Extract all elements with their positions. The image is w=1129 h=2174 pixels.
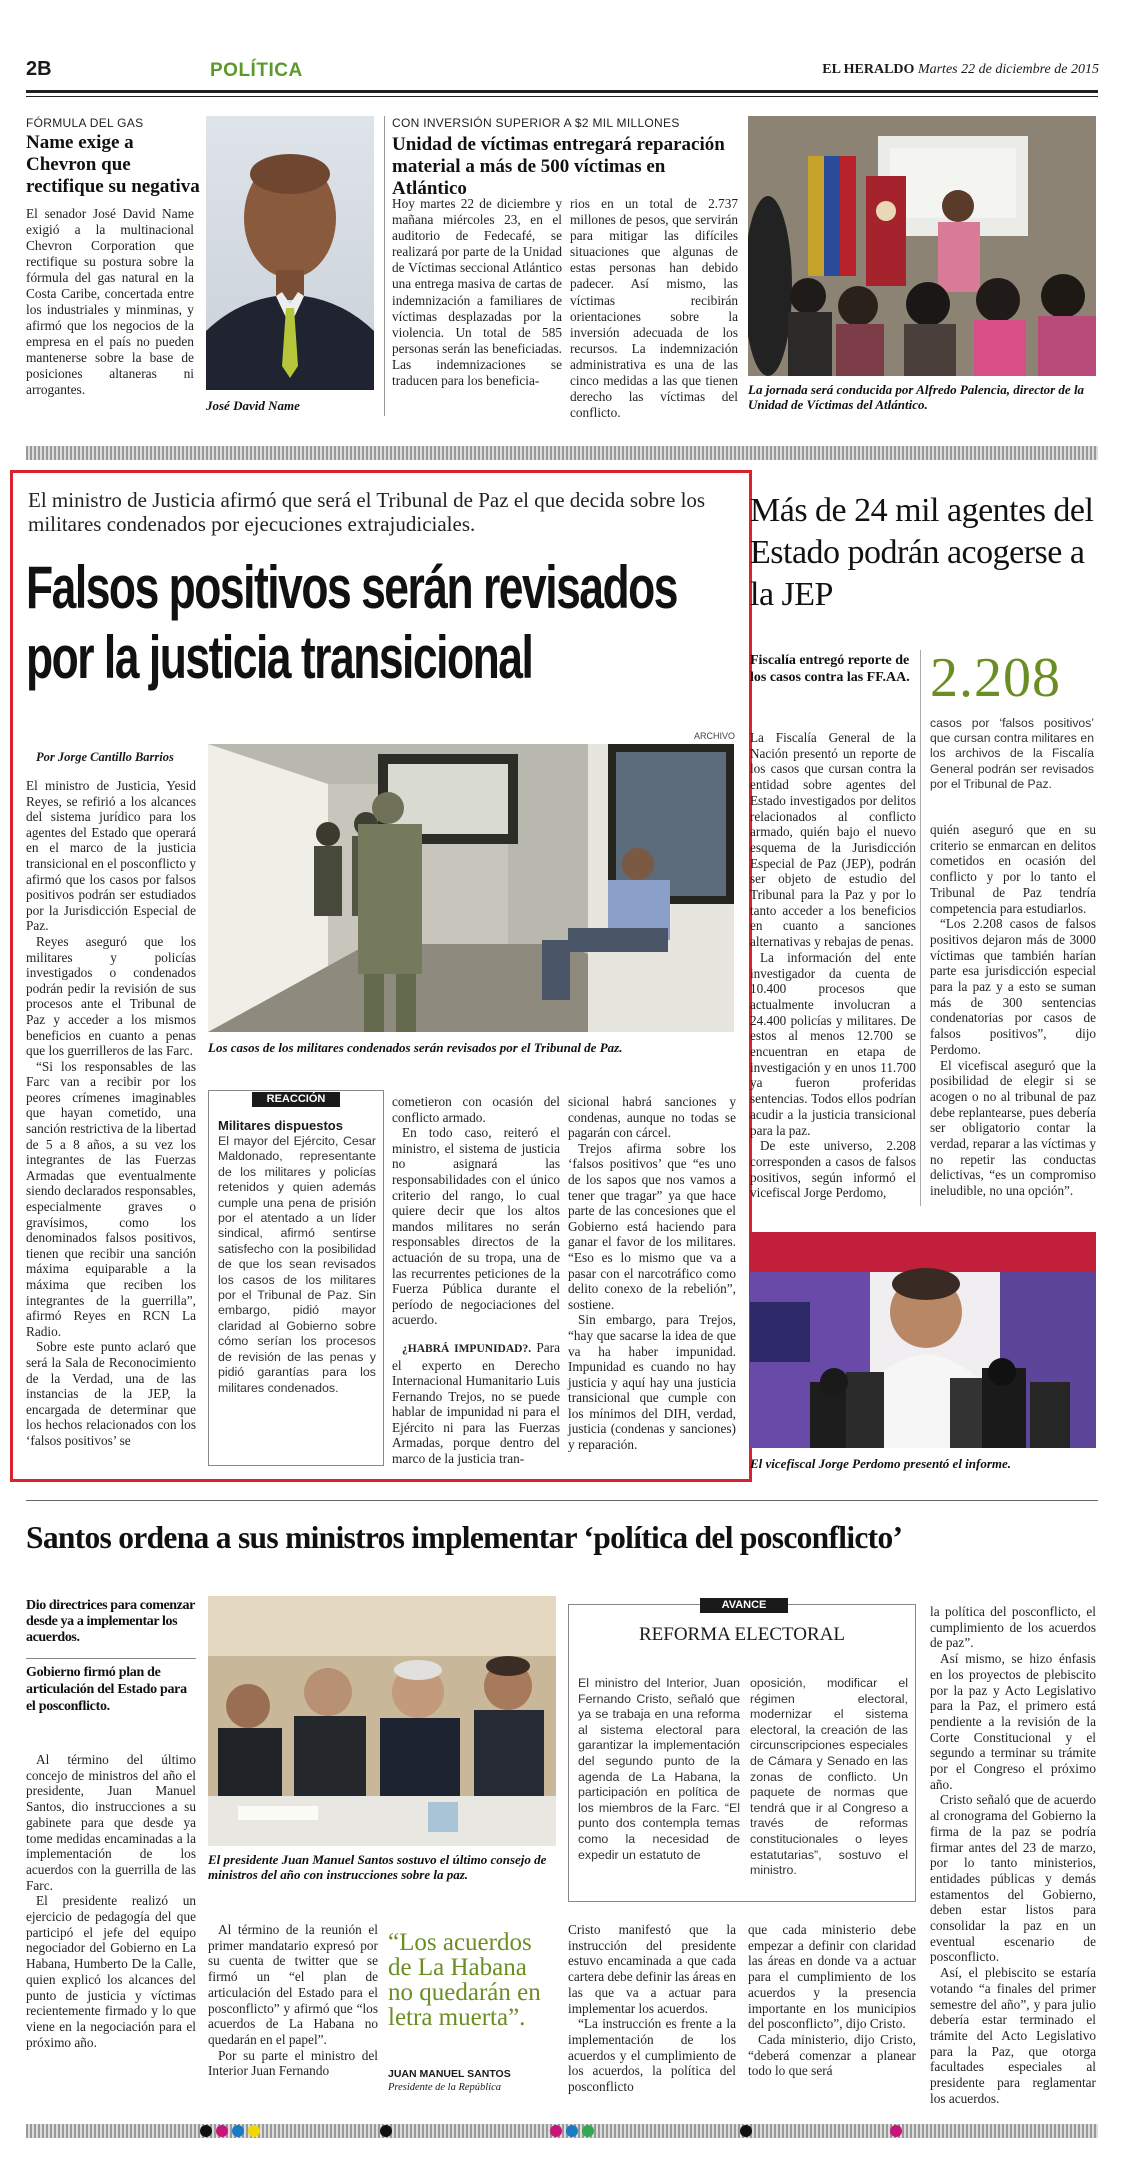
santos-col5-p4: Así, el plebiscito se estaría votando “a finales del primer semestre del año”, y para julio debería estar terminado el trámite del Acto Legislativo para la Paz, que otorga facultades especiales al presidente para reglamentar los acuerdos.: [930, 1965, 1096, 2106]
jep-col2-p3: El vicefiscal aseguró que la posibilidad de elegir si se acogen o no al tribunal de paz debe replantearse, pues debería ser obligatorio contar la verdad, reparar a las víctimas y no repetir las conductas delictivas, “es un compromiso ineludible, no una opción”.: [930, 1057, 1096, 1199]
name-headline: Name exige a Chevron que rectifique su negativa: [26, 132, 200, 197]
name-photo: [206, 116, 374, 390]
name-kicker: FÓRMULA DEL GAS: [26, 116, 144, 130]
main-col1: [26, 778, 196, 1449]
reg-dot: [380, 2125, 392, 2137]
avance-col1: El ministro del Interior, Juan Fernando Cristo, señaló que ya se trabaja en una reforma al sistema electoral para garantizar la implementación del segundo punto de la agenda de La Habana, la participación en política de los miembros de la Farc. “El punto dos contempla temas como la necesidad de expedir un estatuto de: [578, 1676, 740, 1862]
santos-col2: [208, 1922, 378, 2079]
santos-col5-p2: Así mismo, se hizo énfasis en los proyectos de plebiscito por la paz y Acto Legislativo para la Paz, el primero está pendiente a la revisión de la Corte Constitucional y el segundo a terminar su trámite por el Congreso el próximo año.: [930, 1651, 1096, 1792]
victimas-col1: Hoy martes 22 de diciembre y mañana miércoles 23, en el auditorio de Fedecafé, se realizará por parte de la Unidad de Víctimas seccional Atlántico una entrega masiva de cartas de indemnización a familiares de víctimas desplazadas por la violencia. Un total de 585 personas serán las beneficiadas. Las indemnizaciones se traducen para los beneficia-: [392, 196, 562, 389]
section-separator: [26, 446, 1098, 460]
santos-col5-p3: Cristo señaló que de acuerdo al cronograma del Gobierno la firma de la paz se podría firmar antes del 23 de marzo, por lo tanto ministerios, entidades públicas y demás estamentos del Gobierno, deben estar listos para consolidar la paz en un eventual escenario de posconflicto.: [930, 1792, 1096, 1965]
santos-col2-p1: Al término de la reunión el primer mandatario expresó por su cuenta de twitter que se firmó un “el plan de articulación del Estado para el posconflicto” y afirmó que “los acuerdos de La Habana no quedarán en el papel”.: [208, 1922, 378, 2047]
santos-col2-p2: Por su parte el ministro del Interior Juan Fernando: [208, 2047, 378, 2079]
avance-col2: oposición, modificar el régimen electoral, modernizar el sistema electoral, la creación de las circunscripciones especiales de Cámara y Senado en las zonas de conflicto. Un paquete de normas que tendrá que ir al Congreso a través de reformas constitucionales o leyes estatutarias”, sostuvo el ministro.: [750, 1676, 908, 1878]
reaction-body: El mayor del Ejército, Cesar Maldonado, representante de los militares y policías retenidos y quien además cumple una pena de prisión por el atentado a un líder sindical, afirmó sentirse satisfecho con la posibilidad de que los sean revisados los casos de los militares por el Tribunal de Paz. Sin embargo, pidió mayor claridad al Gobierno sobre cómo serían los procesos de revisión de las penas y pidió garantías para los militares condenados.: [218, 1134, 376, 1395]
main-deck: El ministro de Justicia afirmó que será el Tribunal de Paz el que decida sobre los militares condenados por ejecuciones extrajudiciales.: [28, 488, 706, 536]
main-headline-line2: por la justicia transicional: [26, 624, 533, 691]
name-body: El senador José David Name exigió a la multinacional Chevron Corporation que rectifique su postura sobre la fórmula del gas natural en la Costa Caribe, concertada entre los industriales y minminas, y afirmó que los negocios de la empresa en el país no pueden mantenerse sobre la base de posiciones altaneras ni arrogantes.: [26, 206, 194, 397]
reg-dot: [566, 2125, 578, 2137]
page-number: 2B: [26, 58, 52, 80]
main-col1-p1: El ministro de Justicia, Yesid Reyes, se refirió a los alcances del sistema jurídico para los agentes del Estado que operará en el marco de la justicia transicional en el posconflicto y afirmó que los casos por falsos positivos podrán ser estudiados por la Jurisdicción Especial de Paz.: [26, 778, 196, 934]
jep-photo: [750, 1232, 1096, 1448]
main-col3-p2: En todo caso, reiteró el ministro, el sistema de justicia no asignará las responsabilidades con el único criterio del rango, lo cual quiere decir que los altos mandos militares no serán responsables directos de la actuación de su tropa, una de las recurrentes peticiones de la Fuerza Pública durante el período de negociaciones del acuerdo.: [392, 1125, 560, 1328]
santos-quote-role: Presidente de la República: [388, 2082, 502, 2093]
victimas-headline: Unidad de víctimas entregará reparación material a más de 500 víctimas en Atlántico: [392, 134, 725, 199]
newspaper-name: EL HERALDO: [822, 62, 915, 77]
main-col4-p1: sicional habrá sanciones y condenas, aunque no todas se pagarán con cárcel.: [568, 1094, 736, 1141]
jep-col1-p2: La información del ente investigador da cuenta de 10.400 procesos que actualmente involucran a 24.400 policías y militares. De estos al menos 12.700 se encuentran en etapa de investigación y en unos 11.700 ya fueron proferidas sentencias. Todos ellos podrían acudir a la justicia transicional para la paz.: [750, 949, 916, 1138]
jep-col1-p1: La Fiscalía General de la Nación presentó un reporte de los casos que cursan contra la entidad sobre agentes del Estado investigados por delitos relacionados al conflicto armado, quién bajo el nuevo esquema de la Jurisdicción Especial de Paz (JEP), podrán ser objeto de estudio del Tribunal para la Paz y por lo tanto acceder a los beneficios en cuanto a sanciones alternativas y rebajas de penas.: [750, 730, 916, 950]
victimas-photo-caption: La jornada será conducida por Alfredo Palencia, director de la Unidad de Víctimas del Atlántico.: [748, 382, 1085, 412]
jep-big-number-text: casos por ‘falsos positivos’ que cursan contra militares en los archivos de la Fiscalía General podrán ser revisados por el Tribunal de Paz.: [930, 716, 1094, 791]
reaction-label: REACCIÓN: [252, 1092, 340, 1107]
main-col1-p4: Sobre este punto aclaró que será la Sala de Reconocimiento de la Verdad, una de las instancias de la JEP, la encargada de determinar que los hechos relacionados con los ‘falsos positivos’ se: [26, 1339, 196, 1448]
reg-dot: [890, 2125, 902, 2137]
santos-col5: [930, 1604, 1096, 2107]
santos-photo: [208, 1596, 556, 1846]
santos-col4: [748, 1922, 916, 2079]
santos-bullet2: Gobierno firmó plan de articulación del Estado para el posconflicto.: [26, 1665, 187, 1714]
masthead-date: [822, 62, 1099, 78]
reg-dot: [582, 2125, 594, 2137]
victimas-kicker: CON INVERSIÓN SUPERIOR A $2 MIL MILLONES: [392, 116, 680, 130]
main-col1-p2: Reyes aseguró que los militares y policías investigados o condenados podrán pedir la revisión de sus procesos ante el Tribunal de Paz y acceder a los mismos beneficios en cuanto a penas que los guerrilleros de las Farc.: [26, 933, 196, 1059]
reg-dot: [200, 2125, 212, 2137]
santos-bullet-rule: [26, 1658, 196, 1659]
jep-col2-p2: “Los 2.208 casos de falsos positivos dejaron más de 3000 víctimas que también harían parte esa jurisdicción especial para la paz y a esto se suman más de 300 sentencias condenatorias por casos de falsos positivos”, dijo Perdomo.: [930, 916, 1096, 1057]
section-label: POLÍTICA: [210, 60, 303, 81]
victimas-photo: [748, 116, 1096, 376]
jep-col2-p1: quién aseguró que en su criterio se enmarcan en delitos cometidos en ocasión del conflicto y por lo tanto el Tribunal de Paz tendría competencia para estudiarlos.: [930, 822, 1096, 916]
header-rule-thin: [26, 96, 1098, 97]
jep-headline: Más de 24 mil agentes del Estado podrán acogerse a la JEP: [750, 492, 1094, 613]
jep-col1-p3: De este universo, 2.208 corresponden a casos de falsos positivos, según informó el vicefiscal Jorge Perdomo,: [750, 1138, 916, 1201]
santos-col3-p1: Cristo manifestó que la instrucción del presidente estuvo encaminada a que cada cartera debe definir las áreas en las que va a actuar para implementar los acuerdos.: [568, 1922, 736, 2016]
santos-col1-p1: Al término del último concejo de ministros del año el presidente, Juan Manuel Santos, dio instrucciones a su gabinete para que desde ya tome medidas encaminadas a la implementación de los acuerdos con la guerrilla de las Farc.: [26, 1752, 196, 1893]
santos-col3-p2: “La instrucción es frente a la implementación de los acuerdos y el cumplimiento de los acuerdos, la política del posconflicto: [568, 2016, 736, 2095]
main-col4-p2: Trejos afirma sobre los ‘falsos positivos’ que “es uno de los sapos que nos vamos a tener que tragar” ya que hace parte de las concesiones que el Gobierno está haciendo para ganar el favor de los militares. “Eso es lo mismo que va a pasar con el narcotráfico como delito conexo de la rebelión”, sostiene.: [568, 1140, 736, 1312]
santos-headline: Santos ordena a sus ministros implementar ‘política del posconflicto’: [26, 1520, 903, 1555]
main-headline-line1: Falsos positivos serán revisados: [26, 554, 678, 621]
main-photo-caption: Los casos de los militares condenados serán revisados por el Tribunal de Paz.: [208, 1040, 623, 1055]
reg-dot: [550, 2125, 562, 2137]
jep-big-number: 2.208: [930, 647, 1061, 709]
santos-col4-p1: que cada ministerio debe empezar a definir con claridad las áreas en donde va a actuar para el cumplimiento de los acuerdos y la presencia importante en los municipios del posconflicto”, dijo Cristo.: [748, 1922, 916, 2032]
santos-col1: [26, 1752, 196, 2050]
victimas-col2: rios en un total de 2.737 millones de pesos, que servirán para mitigar las difíciles situaciones que algunas de estas personas han debido padecer. Así mismo, las víctimas recibirán orientaciones sobre la inversión adecuada de los recursos. La indemnización administrativa es una de las cinco medidas a las que tienen derecho las víctimas del conflicto.: [570, 196, 738, 421]
reg-dot: [248, 2125, 260, 2137]
jep-subhead: Fiscalía entregó reporte de los casos contra las FF.AA.: [750, 653, 910, 685]
santos-bullet1: Dio directrices para comenzar desde ya a implementar los acuerdos.: [26, 1598, 195, 1645]
main-col4: [568, 1094, 736, 1453]
santos-col1-p2: El presidente realizó un ejercicio de pedagogía del que participó el jefe del equipo negociador del Gobierno en La Habana, Humberto De la Calle, quien explicó los alcances del punto de justicia y víctimas recientemente firmado y lo que viene en la negociación para el próximo año.: [26, 1893, 196, 2050]
jep-col2: [930, 822, 1096, 1199]
issue-date: Martes 22 de diciembre de 2015: [917, 62, 1099, 77]
reg-dot: [216, 2125, 228, 2137]
jep-col-rule: [920, 650, 921, 1206]
santos-pull-quote: “Los acuerdos de La Habana no quedarán en letra muerta”.: [388, 1929, 541, 2031]
jep-photo-caption: El vicefiscal Jorge Perdomo presentó el informe.: [750, 1456, 1012, 1471]
reaction-title: Militares dispuestos: [218, 1118, 343, 1133]
santos-col4-p2: Cada ministerio, dijo Cristo, “deberá comenzar a planear todo lo que será: [748, 2031, 916, 2079]
avance-title: REFORMA ELECTORAL: [638, 1624, 846, 1645]
jep-col1: [750, 730, 916, 1201]
reg-dot: [232, 2125, 244, 2137]
registration-marks: [200, 2124, 900, 2138]
name-photo-caption: José David Name: [206, 398, 300, 413]
main-col1-p3: “Si los responsables de las Farc van a recibir por los peores crímenes imaginables que hayan cometido, una sanción restrictiva de la libertad de 5 a 8 años, a su vez los integrantes de las Fuerzas Armadas que eventualmente siendo declarados responsables, especialmente graves o gravísimos, como los denominados falsos positivos, tienen que recibir una sanción máxima equiparable a la máxima que reciben los integrantes de la guerrilla”, afirmó Reyes en RCN La Radio.: [26, 1058, 196, 1339]
santos-photo-caption: El presidente Juan Manuel Santos sostuvo el último consejo de ministros del año con instrucciones sobre la paz.: [208, 1852, 547, 1882]
reg-dot: [740, 2125, 752, 2137]
main-col3-p3: [392, 1340, 560, 1467]
impunidad-body: Para el experto en Derecho Internacional Humanitario Luis Fernando Trejos, no se puede hablar de impunidad ni para el Ejército ni para las Fuerzas Armadas, porque dentro del marco de la justicia tran-: [392, 1339, 561, 1467]
main-col3-p1: cometieron con ocasión del conflicto armado.: [392, 1094, 560, 1125]
santos-col5-p1: la política del posconflicto, el cumplimiento de los acuerdos de paz”.: [930, 1604, 1096, 1651]
santos-top-rule: [26, 1500, 1098, 1501]
header-rule: [26, 90, 1098, 93]
impunidad-lead: ¿HABRÁ IMPUNIDAD?.: [402, 1342, 532, 1355]
avance-label: AVANCE: [700, 1598, 788, 1613]
main-photo-credit: ARCHIVO: [694, 731, 736, 741]
santos-col3: [568, 1922, 736, 2095]
main-photo: [208, 744, 734, 1032]
santos-quote-author: JUAN MANUEL SANTOS: [388, 2068, 511, 2080]
main-col3: [392, 1094, 560, 1467]
main-byline: Por Jorge Cantillo Barrios: [36, 750, 174, 764]
col-rule: [384, 116, 385, 416]
main-col4-p3: Sin embargo, para Trejos, “hay que sacarse la idea de que va ha haber impunidad. Impunidad es cuando no hay justicia y aquí hay una justicia transicional que cumple con los mínimos del DIH, verdad, justicia (condenas y sanciones) y reparación.: [568, 1312, 736, 1453]
